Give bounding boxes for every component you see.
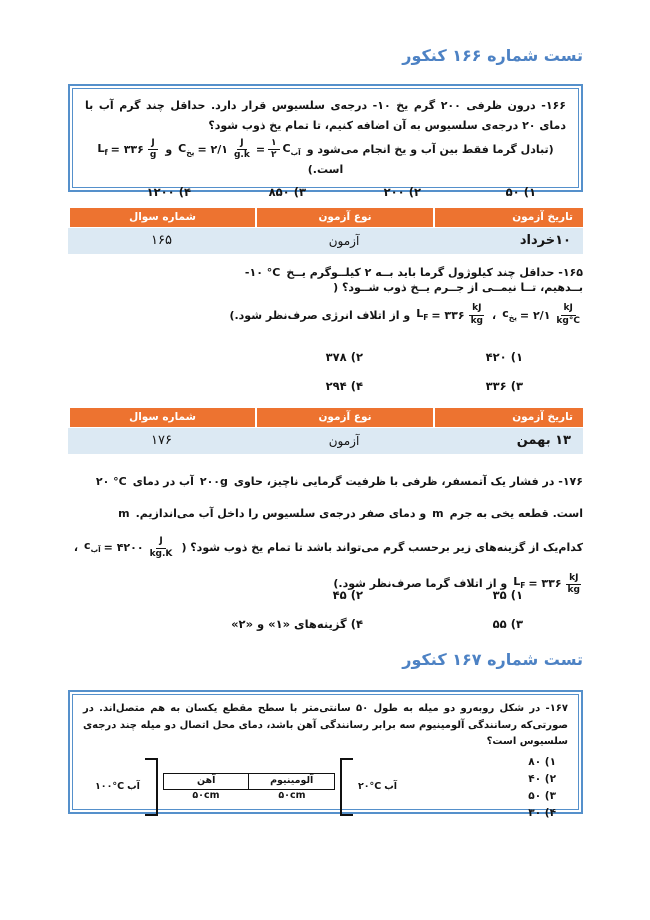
aluminum-rod: آلومینیوم xyxy=(248,774,334,789)
option-167-3: ۳) ۵۰ xyxy=(528,789,556,802)
question-165-options xyxy=(68,350,583,393)
table-1-exam-date: ۱۰خرداد xyxy=(519,233,571,248)
option-176-2: ۲) ۴۵ xyxy=(332,588,363,602)
table-1-question-number: ۱۶۵ xyxy=(151,233,172,248)
aluminum-length: ۵۰cm xyxy=(278,789,306,801)
water-word: آب xyxy=(384,781,398,792)
question-176-options xyxy=(68,588,583,631)
option-166-1: ۱) ۵۰ xyxy=(505,185,536,200)
option-165-4: ۴) ۲۹۴ xyxy=(325,379,363,393)
rods-diagram xyxy=(95,758,397,816)
option-176-3: ۳) ۵۵ xyxy=(492,617,523,631)
table-2-question-number: ۱۷۶ xyxy=(151,433,172,448)
hot-water-label xyxy=(95,781,140,792)
exam-info-table-1 xyxy=(68,208,583,254)
question-165 xyxy=(68,266,583,328)
right-bracket xyxy=(340,758,353,816)
question-box-167-inner xyxy=(72,694,579,819)
option-166-2: ۲) ۲۰۰ xyxy=(383,185,421,200)
option-167-2: ۲) ۴۰ xyxy=(528,772,556,785)
table-header-exam-type: نوع آزمون xyxy=(257,208,433,227)
question-166-options xyxy=(85,185,566,199)
table-1-value-row xyxy=(68,228,583,254)
option-167-1: ۱) ۸۰ xyxy=(528,755,556,768)
question-167-body xyxy=(83,754,568,822)
water-word: آب xyxy=(127,781,140,792)
question-box-166-inner xyxy=(72,88,579,200)
table-2-exam-type: آزمون xyxy=(328,434,360,448)
rod-bar xyxy=(163,773,335,790)
table-2-header-row xyxy=(68,408,583,427)
cold-temperature: ۲۰°C xyxy=(357,781,382,792)
question-box-167 xyxy=(68,690,583,819)
table-2-value-row xyxy=(68,428,583,454)
left-bracket xyxy=(145,758,158,816)
section-title-167: تست شماره ۱۶۷ کنکور xyxy=(402,650,583,669)
question-166-formula: (تبادل گرما فقط بین آب و یخ انجام می‌شود و $C_{یخ}$ = ۲/۱ $\frac{J}{g.k}$ = $\frac{۱}{۲}$ $C_{آب}$ و $L_f$ = ۳۳۶ $\frac{J}{g}$ است.) xyxy=(97,137,554,177)
question-165-formula: $c_{یخ}$ = ۲/۱ $\frac{kJ}{kg^\circ C}$ ، $L_F$ = ۳۳۶ $\frac{kJ}{kg}$ و از اتلاف انرژی صرف‌نظر شود.) xyxy=(229,303,580,326)
iron-rod: آهن xyxy=(196,774,216,786)
question-box-166 xyxy=(68,84,583,200)
table-header-exam-date: تاریخ آزمون xyxy=(435,408,583,427)
option-167-4: ۴) ۳۰ xyxy=(528,806,556,819)
table-1-exam-type: آزمون xyxy=(328,234,360,248)
rods xyxy=(163,773,335,801)
option-176-4: ۴) گزینه‌های «۱» و «۲» xyxy=(231,617,363,631)
section-title-166: تست شماره ۱۶۶ کنکور xyxy=(402,46,583,65)
table-1-header-row xyxy=(68,208,583,227)
hot-temperature: ۱۰۰°C xyxy=(95,781,125,792)
cold-water-label xyxy=(358,781,397,792)
question-165-text: ۱۶۵- حداقل چند کیلوژول گرما باید بــه ۲ کیلــوگرم یــخ -۱۰ °C بــدهیم، تــا نیمــی از جــرم یــخ ذوب شــود؟ ( xyxy=(244,266,583,294)
option-166-3: ۳) ۸۵۰ xyxy=(268,185,306,200)
option-176-1: ۱) ۳۵ xyxy=(492,588,523,602)
iron-length: ۵۰cm xyxy=(192,789,220,801)
exam-info-table-2 xyxy=(68,408,583,454)
option-166-4: ۴) ۱۲۰۰ xyxy=(146,185,191,200)
question-166-text: ۱۶۶- درون ظرفی ۲۰۰ گرم یخ ۱۰- درجه‌ی سلسیوس قرار دارد. حداقل چند گرم آب با دمای ۲۰ درجه‌ی سلسیوس به آن اضافه کنیم، تا تمام یخ ذوب شود؟ xyxy=(85,99,566,132)
option-165-1: ۱) ۴۲۰ xyxy=(485,350,523,364)
question-167-text: ۱۶۷- در شکل روبه‌رو دو میله به طول ۵۰ سانتی‌متر با سطح مقطع یکسان به هم متصل‌اند. در صورتی‌که رسانندگی آلومینیوم سه برابر رسانندگی آهن باشد، دمای محل اتصال دو میله چند درجه‌ی سلسیوس است؟ xyxy=(83,703,569,747)
question-167-options xyxy=(524,754,556,822)
table-header-question-number: شماره سوال xyxy=(70,208,255,227)
table-header-question-number: شماره سوال xyxy=(70,408,255,427)
rod-lengths xyxy=(163,790,335,801)
question-176-text: ۱۷۶- در فشار یک آتمسفر، ظرفی با ظرفیت گرمایی ناچیز، حاوی ۲۰۰g آب در دمای ۲۰ °C است. قطعه یخی به جرم m و دمای صفر درجه‌ی سلسیوس را داخل آب می‌اندازیم. m کدام‌یک از گزینه‌های زیر برحسب گرم می‌تواند باشد تا تمام یخ ذوب شود؟ ( $c_{آب}$ = ۴۲۰۰ $\frac{J}{kg.K}$ ، $L_F$ = ۳۳۶ $\frac{kJ}{kg}$ و از اتلاف گرما صرف‌نظر شود.) xyxy=(73,475,583,595)
page-content xyxy=(68,0,583,920)
table-header-exam-type: نوع آزمون xyxy=(257,408,433,427)
option-165-3: ۳) ۳۳۶ xyxy=(485,379,523,393)
table-header-exam-date: تاریخ آزمون xyxy=(435,208,583,227)
table-2-exam-date: ۱۳ بهمن xyxy=(516,433,571,448)
option-165-2: ۲) ۳۷۸ xyxy=(325,350,363,364)
